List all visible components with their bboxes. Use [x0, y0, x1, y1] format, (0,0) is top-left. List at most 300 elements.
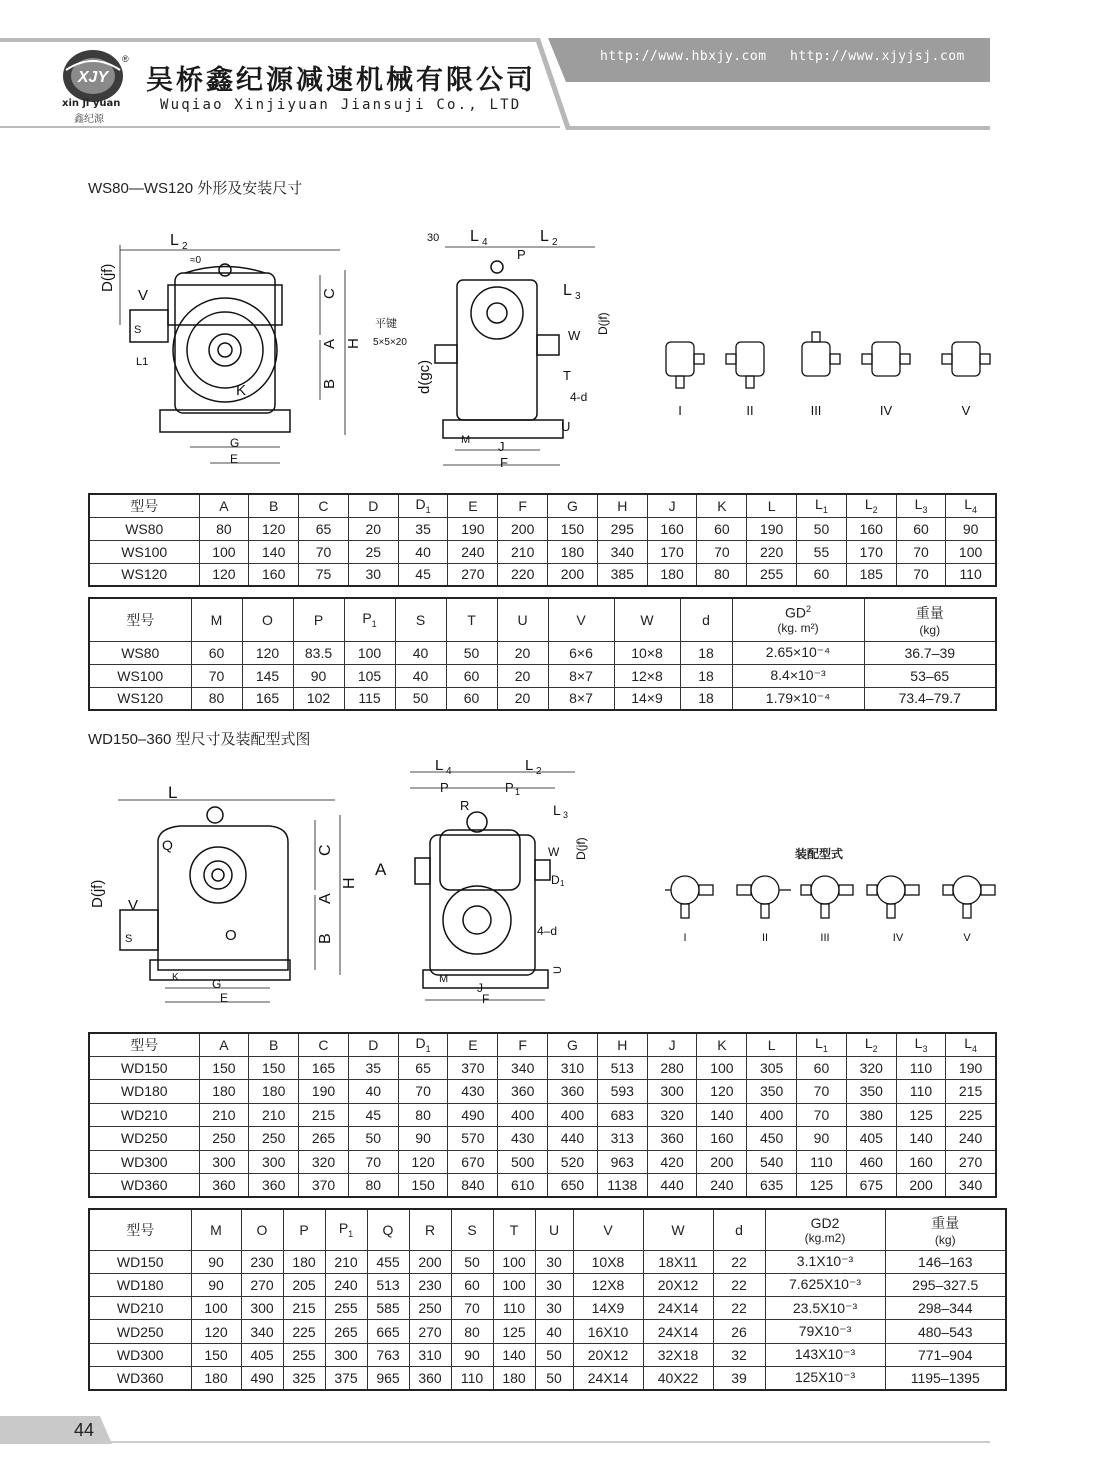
- section2-title: WD150–360 型尺寸及装配型式图: [88, 731, 311, 748]
- table-cell: 320: [299, 1150, 349, 1174]
- mount-type-label: V: [963, 932, 971, 944]
- table-cell: 40: [398, 540, 448, 563]
- table-cell: 8.4×10⁻³: [732, 664, 864, 687]
- svg-text:1: 1: [560, 879, 565, 888]
- table-cell: 190: [299, 1080, 349, 1104]
- svg-text:A: A: [317, 893, 334, 904]
- table-cell: 140: [896, 1127, 946, 1151]
- table-cell: 225: [946, 1103, 996, 1127]
- model-cell: WD300: [89, 1150, 199, 1174]
- table-cell: 295: [597, 517, 647, 540]
- table-cell: 240: [325, 1273, 367, 1296]
- table-cell: 360: [409, 1366, 451, 1389]
- ws-mounting-types-drawing: [650, 330, 1020, 425]
- model-cell: WD180: [89, 1273, 191, 1296]
- table-cell: 60: [797, 563, 847, 586]
- table-cell: 140: [493, 1343, 535, 1366]
- table-cell: 8×7: [548, 687, 614, 710]
- table-cell: 370: [448, 1056, 498, 1080]
- ws-side-view-drawing: [365, 225, 635, 475]
- svg-text:3: 3: [575, 291, 581, 302]
- col-header: P: [283, 1209, 325, 1250]
- svg-text:L: L: [170, 232, 179, 249]
- table-cell: 26: [713, 1320, 765, 1343]
- table-cell: 250: [199, 1127, 249, 1151]
- table-cell: 90: [946, 517, 996, 540]
- svg-text:O: O: [225, 927, 237, 944]
- table-cell: 170: [647, 540, 697, 563]
- table-cell: 180: [249, 1080, 299, 1104]
- svg-text:1: 1: [515, 787, 521, 797]
- col-header: K: [697, 494, 747, 517]
- table-cell: 80: [697, 563, 747, 586]
- table-cell: 90: [398, 1127, 448, 1151]
- table-cell: 215: [283, 1297, 325, 1320]
- table-cell: 90: [293, 664, 344, 687]
- col-header: $GD^2$ (kg. m²): [732, 598, 864, 641]
- table-cell: 270: [946, 1150, 996, 1174]
- svg-text:V: V: [138, 287, 149, 304]
- table-cell: 8×7: [548, 664, 614, 687]
- table-cell: 100: [191, 1297, 241, 1320]
- table-cell: 360: [249, 1174, 299, 1198]
- table-cell: 80: [451, 1320, 493, 1343]
- svg-text:D(jf): D(jf): [89, 879, 106, 908]
- col-header: H: [597, 494, 647, 517]
- ws-front-view-drawing: [90, 225, 370, 475]
- website-url-1[interactable]: http://www.hbxjy.com: [600, 49, 767, 64]
- table-cell: 610: [498, 1174, 548, 1198]
- table-cell: 65: [398, 1056, 448, 1080]
- table-cell: 255: [747, 563, 797, 586]
- table-cell: 520: [548, 1150, 598, 1174]
- table-cell: 60: [896, 517, 946, 540]
- svg-text:L1: L1: [136, 356, 149, 368]
- table-row: [89, 517, 996, 540]
- table-cell: 280: [647, 1056, 697, 1080]
- table-cell: 50: [446, 641, 497, 664]
- table-cell: 160: [697, 1127, 747, 1151]
- svg-text:4: 4: [446, 766, 452, 777]
- table-cell: 150: [548, 517, 598, 540]
- table-cell: 14×9: [614, 687, 680, 710]
- svg-text:J: J: [477, 981, 483, 995]
- svg-text:≈0: ≈0: [190, 255, 202, 266]
- mount-type-label: I: [683, 932, 687, 944]
- table-cell: 14X9: [573, 1297, 643, 1320]
- mount-type-label: I: [678, 403, 682, 418]
- table-cell: 145: [242, 664, 293, 687]
- svg-text:XJY: XJY: [77, 69, 109, 86]
- table-cell: 90: [191, 1250, 241, 1273]
- table-cell: 60: [446, 687, 497, 710]
- col-header: A: [199, 494, 249, 517]
- table-row: [89, 687, 996, 710]
- table-cell: 220: [747, 540, 797, 563]
- table-cell: 455: [367, 1250, 409, 1273]
- table-cell: 360: [647, 1127, 697, 1151]
- table-cell: 32X18: [643, 1343, 713, 1366]
- table-cell: 480–543: [885, 1320, 1006, 1343]
- table-cell: 150: [249, 1056, 299, 1080]
- table-cell: 670: [448, 1150, 498, 1174]
- col-header: L: [747, 1033, 797, 1056]
- table-cell: 20: [497, 641, 548, 664]
- table-cell: 225: [283, 1320, 325, 1343]
- table-cell: 100: [344, 641, 395, 664]
- svg-text:L: L: [540, 228, 549, 245]
- svg-text:L: L: [553, 802, 561, 818]
- table-cell: 370: [299, 1174, 349, 1198]
- table-cell: 405: [241, 1343, 283, 1366]
- table-cell: 215: [299, 1103, 349, 1127]
- table-cell: 150: [199, 1056, 249, 1080]
- table-cell: 300: [241, 1297, 283, 1320]
- table-cell: 40: [395, 641, 446, 664]
- table-cell: 36.7–39: [864, 641, 996, 664]
- table-cell: 255: [325, 1297, 367, 1320]
- table-cell: 185: [846, 563, 896, 586]
- model-cell: WD250: [89, 1127, 199, 1151]
- table-cell: 50: [535, 1343, 573, 1366]
- table-cell: 265: [299, 1127, 349, 1151]
- model-cell: WD210: [89, 1297, 191, 1320]
- col-header: D: [348, 494, 398, 517]
- table-cell: 70: [451, 1297, 493, 1320]
- col-header: B: [249, 494, 299, 517]
- col-header: $D_1$: [398, 1033, 448, 1056]
- table-cell: 160: [896, 1150, 946, 1174]
- table-cell: 400: [548, 1103, 598, 1127]
- logo-pinyin: xin ji yuan: [62, 98, 121, 109]
- table-cell: 965: [367, 1366, 409, 1389]
- model-cell: WS120: [89, 563, 199, 586]
- col-header: d: [680, 598, 732, 641]
- svg-text:S: S: [125, 933, 133, 945]
- table-cell: 90: [451, 1343, 493, 1366]
- col-header: K: [697, 1033, 747, 1056]
- table-cell: 60: [451, 1273, 493, 1296]
- table-cell: 310: [409, 1343, 451, 1366]
- table-cell: 210: [249, 1103, 299, 1127]
- table-row: [89, 1150, 996, 1174]
- svg-text:30: 30: [427, 232, 440, 244]
- table-cell: 840: [448, 1174, 498, 1198]
- col-header: $L_4$: [946, 1033, 996, 1056]
- assembly-label: 装配型式: [795, 847, 844, 861]
- table-row: [89, 1366, 1006, 1389]
- table-cell: 205: [283, 1273, 325, 1296]
- table-row: [89, 1250, 1006, 1273]
- table-cell: 90: [191, 1273, 241, 1296]
- table-cell: 340: [498, 1056, 548, 1080]
- table-row: [89, 1273, 1006, 1296]
- svg-text:d(gc): d(gc): [416, 359, 433, 394]
- col-header: T: [493, 1209, 535, 1250]
- col-header: G: [548, 1033, 598, 1056]
- svg-text:P: P: [440, 780, 449, 795]
- table-cell: 360: [498, 1080, 548, 1104]
- table-cell: 105: [344, 664, 395, 687]
- table-cell: 2.65×10⁻⁴: [732, 641, 864, 664]
- col-header: M: [191, 1209, 241, 1250]
- mount-type-label: III: [810, 403, 822, 418]
- svg-text:S: S: [134, 324, 142, 336]
- table-cell: 40: [395, 664, 446, 687]
- svg-text:J: J: [498, 439, 505, 454]
- table-cell: 295–327.5: [885, 1273, 1006, 1296]
- table-cell: 400: [747, 1103, 797, 1127]
- table-cell: 430: [498, 1127, 548, 1151]
- model-cell: WS100: [89, 540, 199, 563]
- svg-text:D(jf): D(jf): [99, 263, 116, 292]
- model-cell: WD180: [89, 1080, 199, 1104]
- table-cell: 110: [896, 1080, 946, 1104]
- svg-text:R: R: [460, 798, 470, 813]
- col-header: R: [409, 1209, 451, 1250]
- table-cell: 40X22: [643, 1366, 713, 1389]
- model-cell: WD150: [89, 1056, 199, 1080]
- table-cell: 70: [398, 1080, 448, 1104]
- table-cell: 20: [497, 664, 548, 687]
- table-cell: 240: [697, 1174, 747, 1198]
- table-cell: 24X14: [643, 1320, 713, 1343]
- svg-text:W: W: [548, 845, 560, 859]
- table-cell: 300: [325, 1343, 367, 1366]
- svg-text:P: P: [517, 247, 526, 262]
- table-cell: 110: [946, 563, 996, 586]
- table-cell: 40: [535, 1320, 573, 1343]
- table-cell: 160: [249, 563, 299, 586]
- col-header: C: [299, 494, 349, 517]
- col-header: $L_4$: [946, 494, 996, 517]
- mount-type-label: III: [820, 932, 830, 944]
- table-cell: 70: [299, 540, 349, 563]
- col-header: $D_1$: [398, 494, 448, 517]
- svg-text:A: A: [321, 338, 338, 349]
- table-cell: 125: [493, 1320, 535, 1343]
- svg-text:D: D: [551, 873, 560, 887]
- website-url-2[interactable]: http://www.xjyjsj.com: [790, 49, 965, 64]
- svg-text:L: L: [525, 760, 534, 774]
- table-cell: 1138: [597, 1174, 647, 1198]
- svg-text:W: W: [568, 328, 581, 343]
- table-cell: 120: [398, 1150, 448, 1174]
- table-cell: 45: [398, 563, 448, 586]
- col-header: B: [249, 1033, 299, 1056]
- model-cell: WD360: [89, 1174, 199, 1198]
- table-cell: 1195–1395: [885, 1366, 1006, 1389]
- table-cell: 83.5: [293, 641, 344, 664]
- table-cell: 18: [680, 641, 732, 664]
- table-cell: 18X11: [643, 1250, 713, 1273]
- ws-dimensions-table: [88, 493, 997, 587]
- company-logo: [63, 50, 129, 102]
- svg-text:P: P: [505, 780, 514, 795]
- table-cell: 110: [493, 1297, 535, 1320]
- table-cell: 100: [946, 540, 996, 563]
- table-cell: 180: [493, 1366, 535, 1389]
- table-cell: 180: [191, 1366, 241, 1389]
- table-cell: 39: [713, 1366, 765, 1389]
- table-cell: 385: [597, 563, 647, 586]
- table-cell: 400: [498, 1103, 548, 1127]
- table-cell: 250: [409, 1297, 451, 1320]
- svg-text:K: K: [236, 382, 247, 399]
- col-header: H: [597, 1033, 647, 1056]
- table-cell: 50: [797, 517, 847, 540]
- table-cell: 313: [597, 1127, 647, 1151]
- table-cell: 375: [325, 1366, 367, 1389]
- holes-label-ws: 4-d: [570, 390, 588, 404]
- table-cell: 165: [299, 1056, 349, 1080]
- col-header: 型号: [89, 1033, 199, 1056]
- table-cell: 570: [448, 1127, 498, 1151]
- table-cell: 635: [747, 1174, 797, 1198]
- table-cell: 50: [535, 1366, 573, 1389]
- table-cell: 440: [647, 1174, 697, 1198]
- table-row: [89, 1343, 1006, 1366]
- table-cell: 325: [283, 1366, 325, 1389]
- table-cell: 35: [398, 517, 448, 540]
- table-cell: 963: [597, 1150, 647, 1174]
- table-cell: 7.625X10⁻³: [765, 1273, 885, 1296]
- col-header: $L_1$: [797, 494, 847, 517]
- table-cell: 20X12: [573, 1343, 643, 1366]
- table-cell: 300: [199, 1150, 249, 1174]
- table-cell: 6×6: [548, 641, 614, 664]
- table-cell: 513: [597, 1056, 647, 1080]
- table-cell: 120: [199, 563, 249, 586]
- table-cell: 40: [348, 1080, 398, 1104]
- model-cell: WD150: [89, 1250, 191, 1273]
- table-cell: 460: [846, 1150, 896, 1174]
- table-cell: 70: [797, 1103, 847, 1127]
- table-cell: 240: [448, 540, 498, 563]
- table-cell: 20X12: [643, 1273, 713, 1296]
- table-cell: 140: [249, 540, 299, 563]
- table-cell: 20: [348, 517, 398, 540]
- table-cell: 350: [747, 1080, 797, 1104]
- col-header: T: [446, 598, 497, 641]
- table-cell: 300: [647, 1080, 697, 1104]
- table-row: [89, 664, 996, 687]
- svg-text:H: H: [345, 338, 362, 349]
- table-cell: 360: [199, 1174, 249, 1198]
- table-row: [89, 1174, 996, 1198]
- table-cell: 102: [293, 687, 344, 710]
- svg-text:L: L: [563, 282, 572, 299]
- table-cell: 24X14: [643, 1297, 713, 1320]
- col-header: E: [448, 1033, 498, 1056]
- col-header: $P_1$: [344, 598, 395, 641]
- col-header: P: [293, 598, 344, 641]
- table-cell: 45: [348, 1103, 398, 1127]
- table-cell: 70: [348, 1150, 398, 1174]
- holes-label-wd: 4–d: [537, 924, 558, 938]
- table-cell: 79X10⁻³: [765, 1320, 885, 1343]
- table-cell: 490: [448, 1103, 498, 1127]
- table-cell: 165: [242, 687, 293, 710]
- model-cell: WD210: [89, 1103, 199, 1127]
- page-header: [0, 0, 1100, 140]
- table-cell: 80: [199, 517, 249, 540]
- section1-title: WS80—WS120 外形及安装尺寸: [88, 180, 303, 197]
- table-cell: 170: [846, 540, 896, 563]
- svg-text:C: C: [317, 844, 334, 856]
- company-name-en: Wuqiao Xinjiyuan Jiansuji Co., LTD: [160, 97, 522, 113]
- table-cell: 125X10⁻³: [765, 1366, 885, 1389]
- table-cell: 200: [548, 563, 598, 586]
- svg-text:2: 2: [536, 766, 542, 777]
- table-row: [89, 1056, 996, 1080]
- footer-decoration: [0, 1410, 1100, 1450]
- mount-type-label: IV: [879, 403, 893, 418]
- col-header: G: [548, 494, 598, 517]
- table-cell: 180: [199, 1080, 249, 1104]
- table-cell: 340: [597, 540, 647, 563]
- model-cell: WS80: [89, 641, 191, 664]
- svg-text:2: 2: [552, 237, 558, 248]
- col-header: V: [548, 598, 614, 641]
- table-cell: 25: [348, 540, 398, 563]
- table-row: [89, 540, 996, 563]
- table-cell: 70: [191, 664, 242, 687]
- wd-specs-table: [88, 1208, 1007, 1391]
- svg-text:G: G: [212, 977, 222, 991]
- col-header: 重量 (kg): [885, 1209, 1006, 1250]
- mount-type-label: IV: [892, 932, 904, 944]
- table-cell: 180: [548, 540, 598, 563]
- col-header: V: [573, 1209, 643, 1250]
- table-header-row: [89, 1033, 996, 1056]
- table-cell: 585: [367, 1297, 409, 1320]
- table-row: [89, 1103, 996, 1127]
- table-header-row: [89, 598, 996, 641]
- svg-text:M: M: [439, 973, 449, 985]
- table-cell: 200: [498, 517, 548, 540]
- table-cell: 12X8: [573, 1273, 643, 1296]
- col-header: $L_2$: [846, 1033, 896, 1056]
- col-header: $L_2$: [846, 494, 896, 517]
- col-header: 型号: [89, 1209, 191, 1250]
- table-row: [89, 1127, 996, 1151]
- table-cell: 55: [797, 540, 847, 563]
- svg-text:T: T: [563, 368, 571, 383]
- table-cell: 16X10: [573, 1320, 643, 1343]
- table-cell: 300: [249, 1150, 299, 1174]
- svg-text:F: F: [500, 455, 508, 470]
- table-cell: 60: [191, 641, 242, 664]
- table-cell: 683: [597, 1103, 647, 1127]
- table-cell: 22: [713, 1273, 765, 1296]
- table-cell: 190: [448, 517, 498, 540]
- table-cell: 60: [446, 664, 497, 687]
- col-header: 型号: [89, 598, 191, 641]
- table-cell: 180: [283, 1250, 325, 1273]
- table-cell: 771–904: [885, 1343, 1006, 1366]
- svg-text:L: L: [470, 228, 479, 245]
- col-header: J: [647, 494, 697, 517]
- table-cell: 75: [299, 563, 349, 586]
- table-cell: 150: [398, 1174, 448, 1198]
- table-cell: 150: [191, 1343, 241, 1366]
- table-cell: 305: [747, 1056, 797, 1080]
- table-cell: 190: [946, 1056, 996, 1080]
- table-row: [89, 1297, 1006, 1320]
- table-cell: 12×8: [614, 664, 680, 687]
- svg-text:4: 4: [482, 237, 488, 248]
